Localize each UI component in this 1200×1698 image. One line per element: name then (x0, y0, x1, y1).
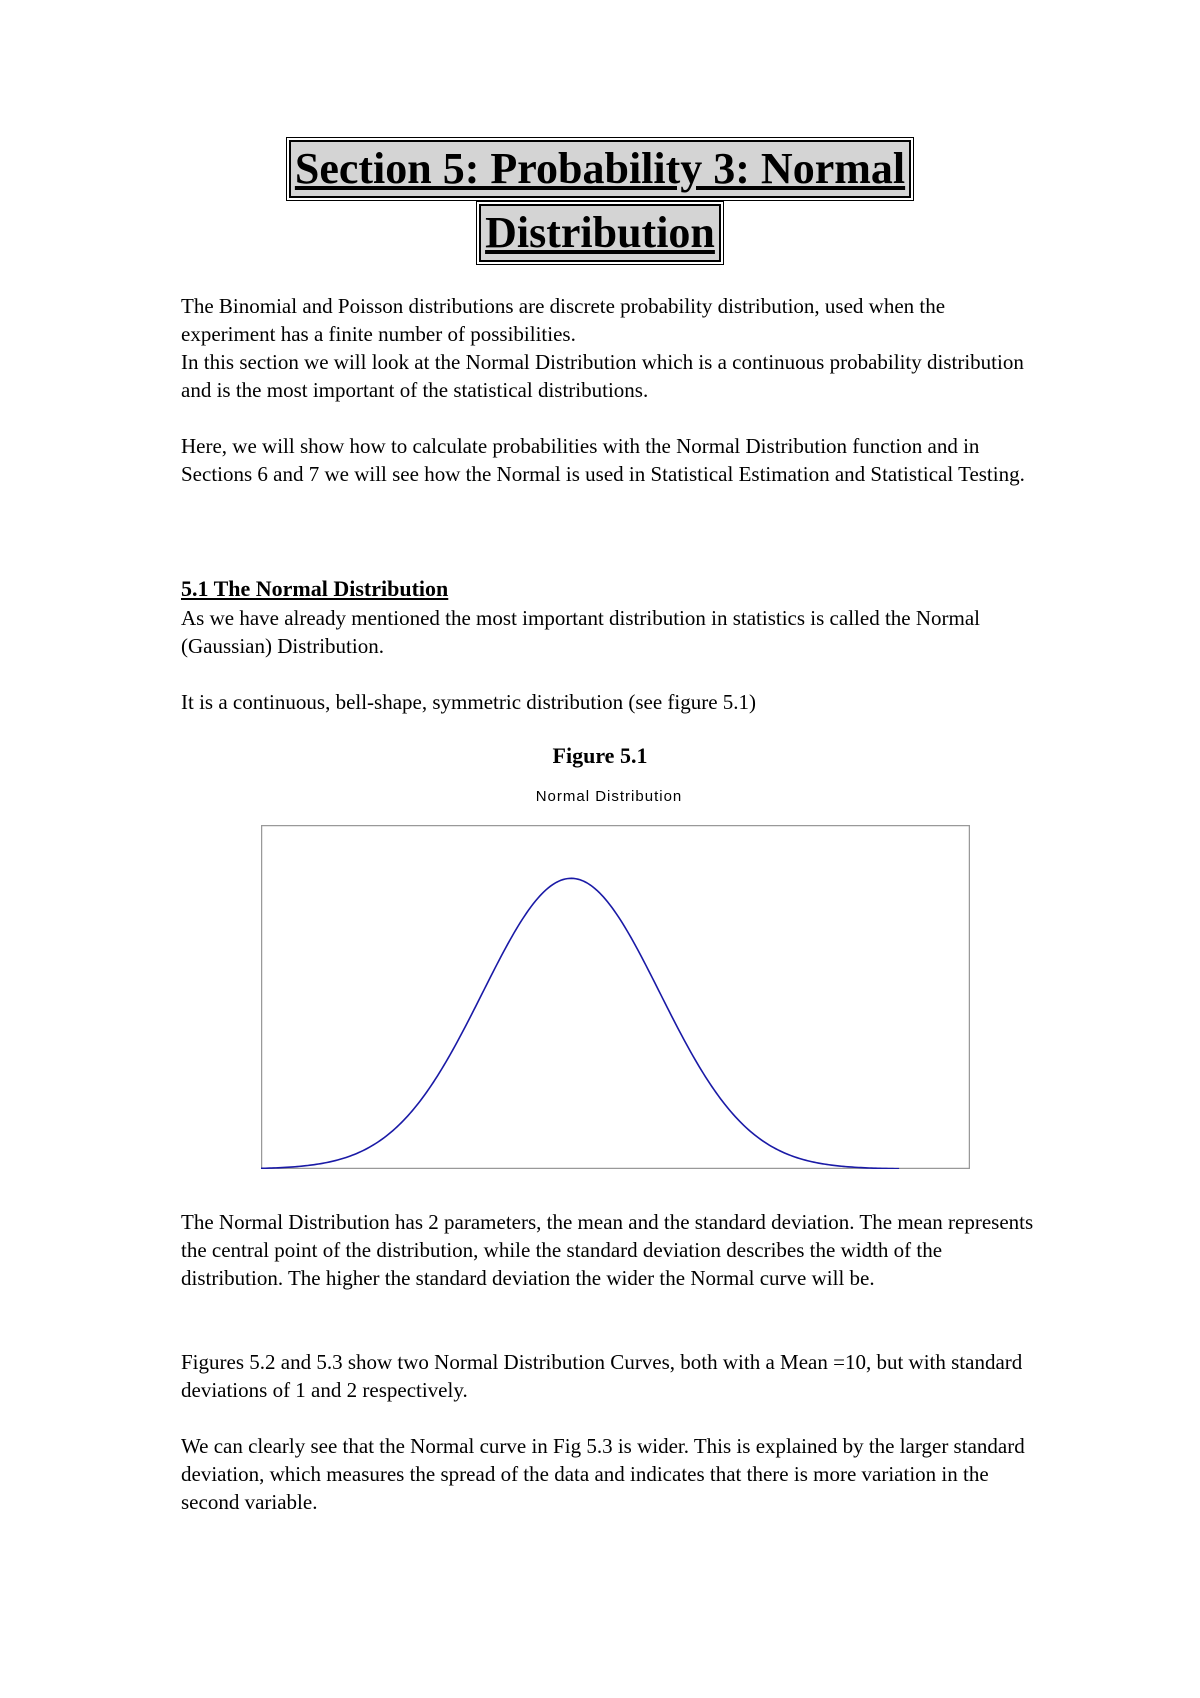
section-paragraph-1: As we have already mentioned the most important distribution in statistics is called the Normal (Gaussian) Distribution. (181, 606, 980, 658)
page-title (0, 140, 1200, 268)
after-figure-paragraph-3: We can clearly see that the Normal curve in Fig 5.3 is wider. This is explained by the larger standard deviation, which measures the spread of the data and indicates that there is more variation in the second variable. (181, 1434, 1025, 1514)
figure-label: Figure 5.1 (552, 743, 648, 768)
intro-paragraph-1: The Binomial and Poisson distributions are discrete probability distribution, used when the experiment has a finite number of possibilities. (181, 294, 946, 346)
normal-distribution-chart (261, 825, 970, 1169)
intro-paragraph-2: In this section we will look at the Normal Distribution which is a continuous probability distribution and is the most important of the statistical distributions. (181, 350, 1024, 402)
chart-frame (262, 826, 970, 1169)
after-figure-paragraph-1: The Normal Distribution has 2 parameters, the mean and the standard deviation. The mean represents the central point of the distribution, while the standard deviation describes the width of the distribution. The higher the standard deviation the wider the Normal curve will be. (181, 1210, 1034, 1290)
after-figure-paragraph-2: Figures 5.2 and 5.3 show two Normal Distribution Curves, both with a Mean =10, but with standard deviations of 1 and 2 respectively. (181, 1350, 1023, 1402)
page-title-line2: Distribution (479, 204, 721, 262)
section-paragraph-2: It is a continuous, bell-shape, symmetric distribution (see figure 5.1) (181, 690, 757, 714)
chart-title: Normal Distribution (535, 788, 683, 805)
page-title-line1: Section 5: Probability 3: Normal (289, 140, 911, 198)
intro-paragraph-3: Here, we will show how to calculate probabilities with the Normal Distribution function and in Sections 6 and 7 we will see how the Normal is used in Statistical Estimation and Statistical Testing. (181, 434, 1025, 486)
section-heading: 5.1 The Normal Distribution (181, 576, 449, 601)
